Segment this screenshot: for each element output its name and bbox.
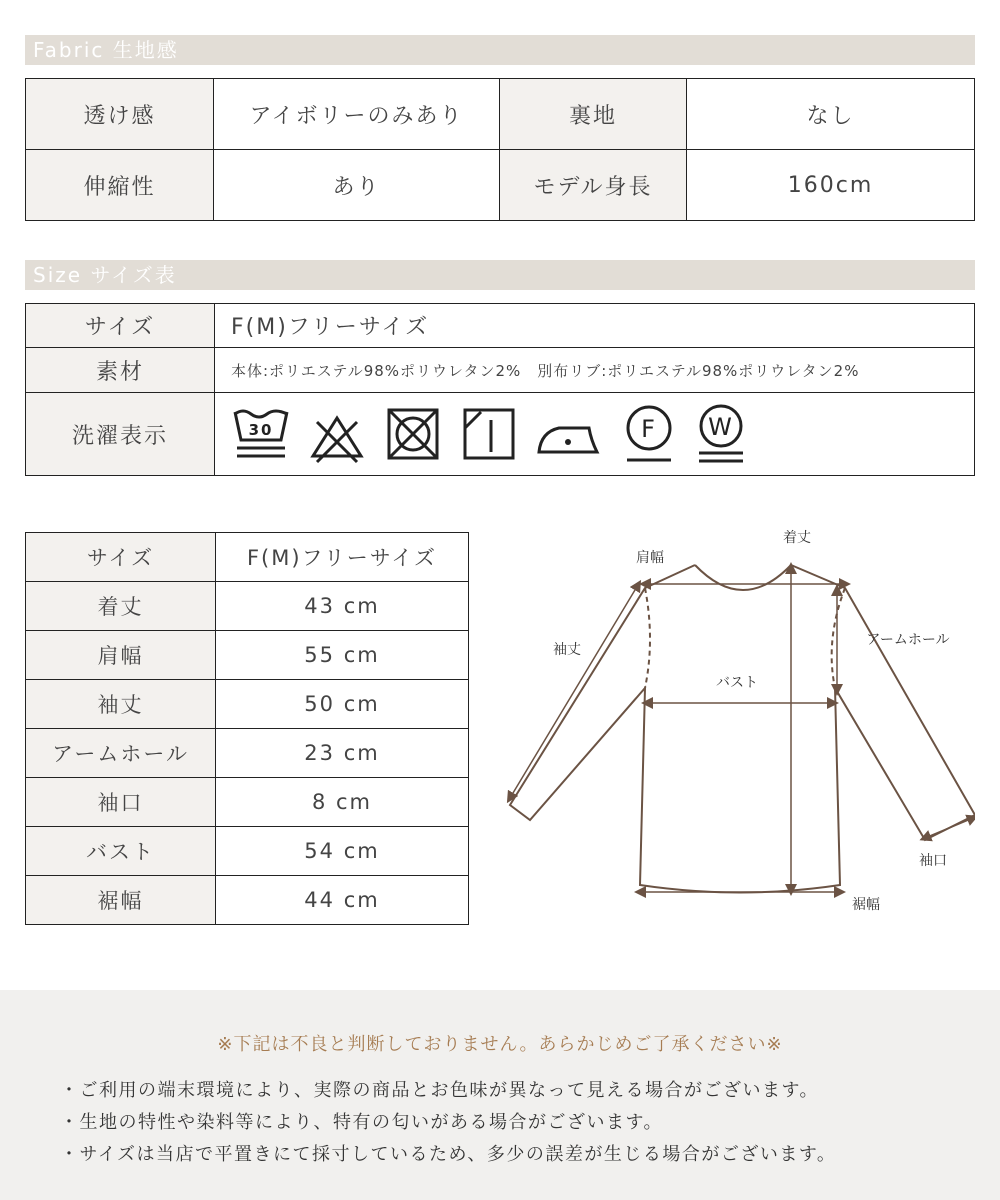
size-info-table bbox=[25, 303, 975, 476]
measure-label: アームホール bbox=[26, 729, 216, 778]
notice-item: ・ご利用の端末環境により、実際の商品とお色味が異なって見える場合がございます。 bbox=[60, 1080, 820, 1101]
sleeve-label: 袖丈 bbox=[553, 642, 581, 658]
measure-value: 54 cm bbox=[216, 827, 469, 876]
stretch-value: あり bbox=[214, 150, 500, 221]
length-label: 着丈 bbox=[783, 530, 811, 546]
model-height-label: モデル身長 bbox=[500, 150, 687, 221]
table-row bbox=[26, 778, 469, 827]
material-value: 本体:ポリエステル98%ポリウレタン2% 別布リブ:ポリエステル98%ポリウレタン2% bbox=[215, 348, 975, 393]
table-row bbox=[26, 680, 469, 729]
material-label: 素材 bbox=[26, 348, 215, 393]
stretch-label: 伸縮性 bbox=[26, 150, 214, 221]
no-tumble-dry-icon bbox=[383, 404, 443, 464]
measure-header-value: F(M)フリーサイズ bbox=[216, 533, 469, 582]
measure-value: 43 cm bbox=[216, 582, 469, 631]
see-through-label: 透け感 bbox=[26, 79, 214, 150]
care-icons-cell bbox=[215, 393, 975, 476]
iron-low-icon bbox=[535, 404, 605, 464]
measure-value: 55 cm bbox=[216, 631, 469, 680]
measurement-table bbox=[25, 532, 469, 925]
model-height-value: 160cm bbox=[687, 150, 975, 221]
measure-label: 裾幅 bbox=[26, 876, 216, 925]
see-through-value: アイボリーのみあり bbox=[214, 79, 500, 150]
table-row bbox=[26, 582, 469, 631]
wash-30-icon bbox=[231, 404, 291, 464]
measure-header-label: サイズ bbox=[26, 533, 216, 582]
notice-panel bbox=[0, 990, 1000, 1200]
measure-label: 袖口 bbox=[26, 778, 216, 827]
table-row bbox=[26, 533, 469, 582]
dry-clean-f-text: F bbox=[641, 415, 657, 443]
table-row bbox=[26, 304, 975, 348]
hem-label: 裾幅 bbox=[852, 897, 880, 913]
table-row bbox=[26, 393, 975, 476]
measure-value: 44 cm bbox=[216, 876, 469, 925]
table-row bbox=[26, 729, 469, 778]
measure-label: 袖丈 bbox=[26, 680, 216, 729]
table-row bbox=[26, 876, 469, 925]
wash-temp-text: 30 bbox=[248, 421, 274, 439]
fabric-section-header: Fabric 生地感 bbox=[25, 35, 975, 65]
shoulder-label: 肩幅 bbox=[636, 550, 664, 566]
table-row bbox=[26, 150, 975, 221]
garment-outline bbox=[510, 565, 975, 893]
table-row bbox=[26, 827, 469, 876]
measure-value: 50 cm bbox=[216, 680, 469, 729]
size-label: サイズ bbox=[26, 304, 215, 348]
care-label: 洗濯表示 bbox=[26, 393, 215, 476]
size-section-header: Size サイズ表 bbox=[25, 260, 975, 290]
cuff-arrow bbox=[925, 818, 973, 838]
measure-label: 肩幅 bbox=[26, 631, 216, 680]
table-row bbox=[26, 631, 469, 680]
lining-value: なし bbox=[687, 79, 975, 150]
care-icons bbox=[231, 402, 974, 466]
notice-title: ※下記は不良と判断しておりません。あらかじめご了承ください※ bbox=[217, 1034, 783, 1055]
dry-clean-f-icon bbox=[621, 402, 677, 466]
size-value: F(M)フリーサイズ bbox=[215, 304, 975, 348]
measure-label: 着丈 bbox=[26, 582, 216, 631]
measure-label: バスト bbox=[26, 827, 216, 876]
notice-item: ・サイズは当店で平置きにて採寸しているため、多少の誤差が生じる場合がございます。 bbox=[60, 1144, 837, 1165]
lining-label: 裏地 bbox=[500, 79, 687, 150]
table-row bbox=[26, 348, 975, 393]
wet-clean-w-icon bbox=[693, 402, 749, 466]
measure-value: 23 cm bbox=[216, 729, 469, 778]
sleeve-arrow bbox=[510, 585, 638, 798]
wet-clean-w-text: W bbox=[708, 413, 734, 441]
table-row bbox=[26, 79, 975, 150]
no-bleach-icon bbox=[307, 404, 367, 464]
line-dry-shade-icon bbox=[459, 404, 519, 464]
notice-item: ・生地の特性や染料等により、特有の匂いがある場合がございます。 bbox=[60, 1112, 664, 1133]
fabric-table bbox=[25, 78, 975, 221]
measure-value: 8 cm bbox=[216, 778, 469, 827]
armhole-label: アームホール bbox=[866, 632, 950, 648]
bust-label: バスト bbox=[716, 675, 758, 691]
cuff-label: 袖口 bbox=[919, 853, 947, 869]
garment-diagram bbox=[495, 520, 975, 920]
